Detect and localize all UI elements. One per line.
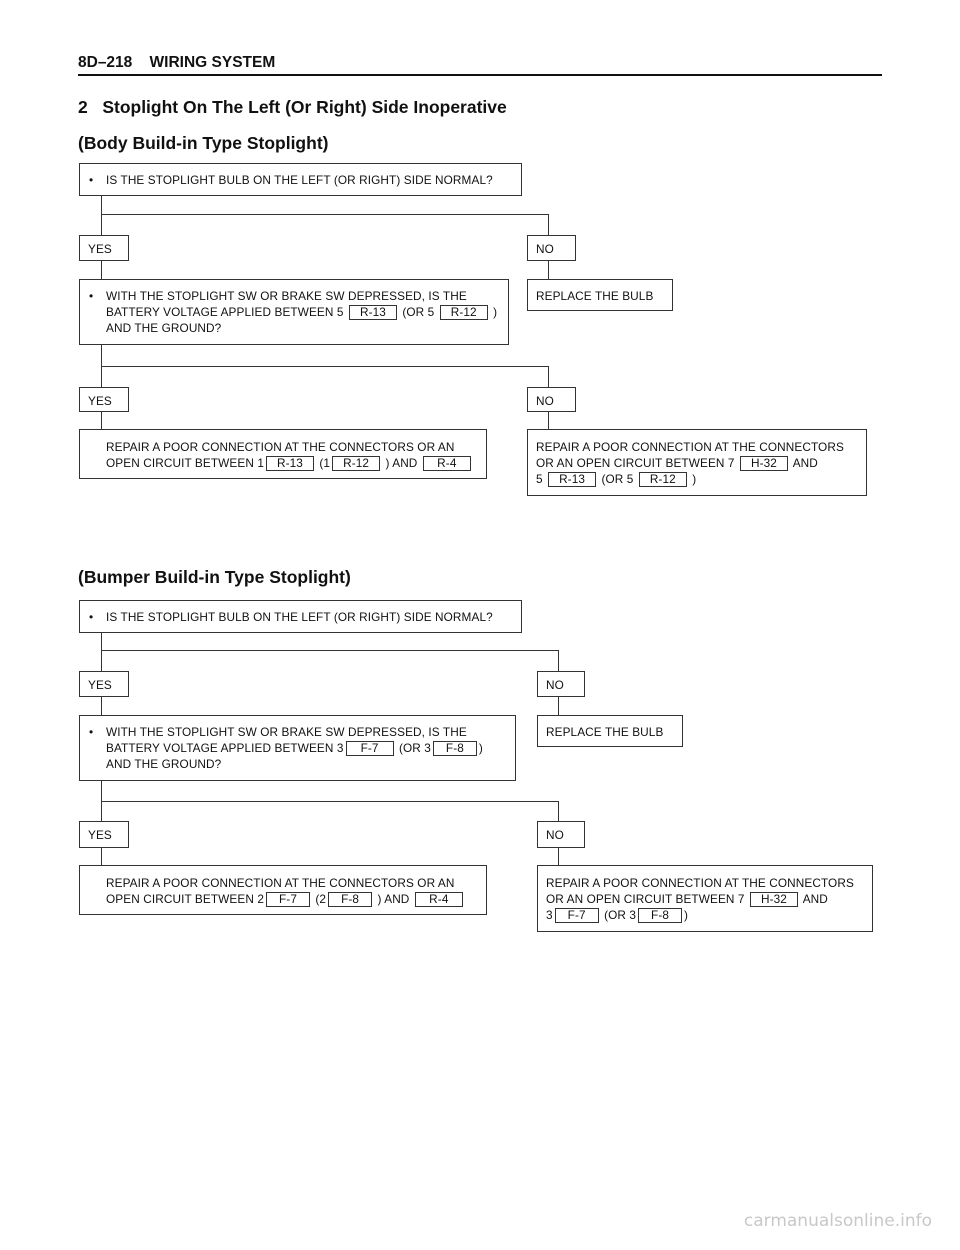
connector-label: R-13 <box>349 305 397 320</box>
question-text-line2 <box>106 304 500 320</box>
text: (OR 3 <box>398 741 431 755</box>
connector-line <box>558 650 559 672</box>
section-name: WIRING SYSTEM <box>149 54 276 71</box>
connector-line <box>548 214 549 236</box>
no-label: NO <box>546 678 564 692</box>
page-title: 2 Stoplight On The Left (Or Right) Side Inoperative <box>78 97 507 117</box>
connector-label: F-7 <box>346 741 394 756</box>
repair-text: REPAIR A POOR CONNECTION AT THE CONNECTORS <box>546 876 854 890</box>
replace-label: REPLACE THE BULB <box>536 289 654 303</box>
connector-label: F-7 <box>555 908 599 923</box>
repair-box-a <box>79 429 487 479</box>
bullet-icon: • <box>89 289 94 303</box>
text: ) AND <box>377 892 410 906</box>
connector-line <box>101 801 559 802</box>
connector-label: R-12 <box>332 456 380 471</box>
replace-bulb-box <box>527 279 673 311</box>
no-label: NO <box>536 242 554 256</box>
text: (2 <box>315 892 327 906</box>
connector-label: H-32 <box>750 892 798 907</box>
replace-bulb-box <box>537 715 683 747</box>
question-battery-voltage <box>79 715 516 781</box>
text: ) <box>684 908 689 922</box>
repair-text-line2 <box>546 891 864 907</box>
connector-line <box>101 195 102 236</box>
connector-label: R-12 <box>440 305 488 320</box>
text: (OR 5 <box>601 472 634 486</box>
connector-line <box>101 650 559 651</box>
connector-line <box>558 696 559 715</box>
text: 3 <box>546 908 553 922</box>
yes-label: YES <box>88 242 112 256</box>
connector-line <box>101 366 549 367</box>
text: OR AN OPEN CIRCUIT BETWEEN 7 <box>536 456 735 470</box>
connector-label: R-4 <box>415 892 463 907</box>
repair-text-line2 <box>106 455 478 471</box>
text: (OR 3 <box>604 908 637 922</box>
question-text: IS THE STOPLIGHT BULB ON THE LEFT (OR RIGHT) SIDE NORMAL? <box>106 173 493 187</box>
repair-text-line2 <box>536 455 858 471</box>
question-text: WITH THE STOPLIGHT SW OR BRAKE SW DEPRESSED, IS THE <box>106 725 467 739</box>
repair-box-b <box>537 865 873 932</box>
question-text-line2 <box>106 740 507 756</box>
repair-text-line3 <box>536 471 858 487</box>
connector-line <box>548 260 549 279</box>
yes-box <box>79 821 129 848</box>
yes-box <box>79 235 129 261</box>
connector-line <box>548 411 549 429</box>
yes-label: YES <box>88 678 112 692</box>
connector-line <box>558 847 559 865</box>
question-battery-voltage <box>79 279 509 345</box>
connector-label: F-8 <box>328 892 372 907</box>
yes-label: YES <box>88 828 112 842</box>
text: AND <box>802 892 828 906</box>
bullet-icon: • <box>89 610 94 624</box>
no-label: NO <box>536 394 554 408</box>
connector-line <box>101 696 102 715</box>
repair-text-line3 <box>546 907 864 923</box>
connector-label: R-13 <box>548 472 596 487</box>
repair-text: REPAIR A POOR CONNECTION AT THE CONNECTORS OR AN <box>106 876 455 890</box>
question-text: AND THE GROUND? <box>106 321 222 335</box>
repair-box-a <box>79 865 487 915</box>
connector-line <box>101 632 102 672</box>
connector-label: R-12 <box>639 472 687 487</box>
connector-line <box>558 801 559 822</box>
text: (OR 5 <box>402 305 435 319</box>
bullet-icon: • <box>89 725 94 739</box>
page-number: 8D–218 <box>78 54 133 71</box>
connector-line <box>101 411 102 430</box>
text: (1 <box>319 456 331 470</box>
page-header <box>78 54 275 72</box>
yes-box <box>79 387 129 412</box>
repair-text-line2 <box>106 891 478 907</box>
text: AND <box>792 456 818 470</box>
no-box <box>537 671 585 697</box>
text: BATTERY VOLTAGE APPLIED BETWEEN 3 <box>106 741 344 755</box>
text: ) <box>478 741 483 755</box>
connector-line <box>101 260 102 279</box>
repair-text: REPAIR A POOR CONNECTION AT THE CONNECTORS OR AN <box>106 440 455 454</box>
connector-line <box>101 214 549 215</box>
question-bulb-normal <box>79 163 522 196</box>
header-rule <box>78 74 882 76</box>
connector-label: F-7 <box>266 892 310 907</box>
text: ) <box>493 305 498 319</box>
question-text: AND THE GROUND? <box>106 757 222 771</box>
connector-label: F-8 <box>433 741 477 756</box>
replace-label: REPLACE THE BULB <box>546 725 664 739</box>
yes-label: YES <box>88 394 112 408</box>
yes-box <box>79 671 129 697</box>
connector-label: R-4 <box>423 456 471 471</box>
text: OR AN OPEN CIRCUIT BETWEEN 7 <box>546 892 745 906</box>
no-label: NO <box>546 828 564 842</box>
text: ) AND <box>385 456 418 470</box>
text: OPEN CIRCUIT BETWEEN 2 <box>106 892 264 906</box>
connector-line <box>101 847 102 865</box>
text: BATTERY VOLTAGE APPLIED BETWEEN 5 <box>106 305 344 319</box>
connector-label: R-13 <box>266 456 314 471</box>
text: ) <box>692 472 697 486</box>
no-box <box>527 235 576 261</box>
watermark: carmanualsonline.info <box>743 1211 932 1231</box>
no-box <box>537 821 585 848</box>
body-type-heading: (Body Build-in Type Stoplight) <box>78 133 329 153</box>
bullet-icon: • <box>89 173 94 187</box>
text: 5 <box>536 472 543 486</box>
question-text: WITH THE STOPLIGHT SW OR BRAKE SW DEPRESSED, IS THE <box>106 289 467 303</box>
connector-label: F-8 <box>638 908 682 923</box>
connector-label: H-32 <box>740 456 788 471</box>
connector-line <box>548 366 549 388</box>
no-box <box>527 387 576 412</box>
question-text: IS THE STOPLIGHT BULB ON THE LEFT (OR RIGHT) SIDE NORMAL? <box>106 610 493 624</box>
repair-text: REPAIR A POOR CONNECTION AT THE CONNECTORS <box>536 440 844 454</box>
repair-box-b <box>527 429 867 496</box>
text: OPEN CIRCUIT BETWEEN 1 <box>106 456 264 470</box>
question-bulb-normal <box>79 600 522 633</box>
bumper-type-heading: (Bumper Build-in Type Stoplight) <box>78 567 351 587</box>
